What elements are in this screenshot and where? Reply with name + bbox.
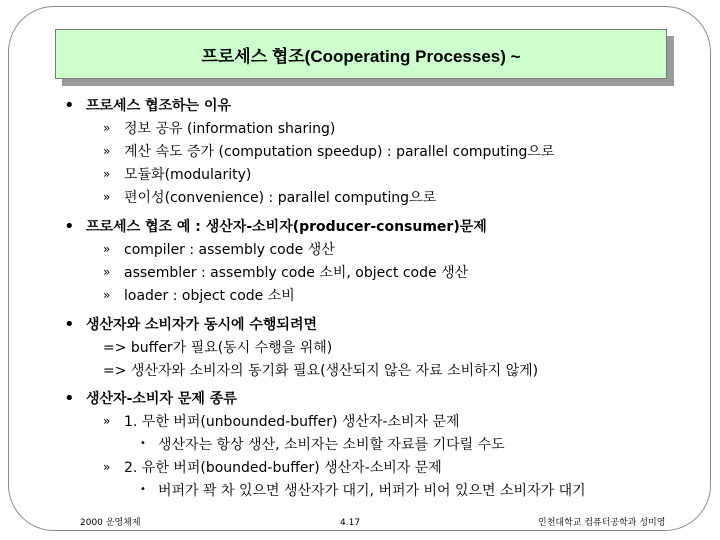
section-2-heading: 프로세스 협조 예 : 생산자-소비자(producer-consumer)문제 [86, 219, 487, 235]
sub-mark: » [103, 242, 111, 256]
bullet-4: • [64, 388, 75, 409]
section-3-heading: 생산자와 소비자가 동시에 수행되려면 [86, 317, 318, 333]
section-3-line-1: => buffer가 필요(동시 수행을 위해) [103, 340, 333, 356]
section-4-item-1: 1. 무한 버퍼(unbounded-buffer) 생산자-소비자 문제 [124, 414, 460, 430]
slide-title: 프로세스 협조(Cooperating Processes) ~ [55, 29, 667, 79]
section-2-item-1: compiler : assembly code 생산 [124, 242, 335, 258]
section-2-item-2: assembler : assembly code 소비, object code 생산 [124, 265, 469, 281]
section-1-item-1: 정보 공유 (information sharing) [124, 121, 336, 137]
section-1-item-3: 모듈화(modularity) [124, 167, 252, 183]
section-4-subitem-1: 생산자는 항상 생산, 소비자는 소비할 자료를 기다릴 수도 [158, 437, 505, 453]
subsub-mark: • [140, 438, 146, 449]
footer-author: 인천대학교 컴퓨터공학과 성미영 [538, 518, 666, 528]
section-4-heading: 생산자-소비자 문제 종류 [86, 391, 237, 407]
section-4-item-2: 2. 유한 버퍼(bounded-buffer) 생산자-소비자 문제 [124, 460, 442, 476]
section-1-item-2: 계산 속도 증가 (computation speedup) : parallel computing으로 [124, 144, 555, 160]
sub-mark: » [103, 288, 111, 302]
sub-mark: » [103, 460, 111, 474]
sub-mark: » [103, 190, 111, 204]
footer-page-number: 4.17 [340, 518, 361, 528]
section-1-item-4: 편이성(convenience) : parallel computing으로 [124, 190, 437, 206]
sub-mark: » [103, 414, 111, 428]
section-1-heading: 프로세스 협조하는 이유 [86, 98, 231, 114]
sub-mark: » [103, 167, 111, 181]
subsub-mark: • [140, 484, 146, 495]
sub-mark: » [103, 121, 111, 135]
sub-mark: » [103, 144, 111, 158]
section-2-item-3: loader : object code 소비 [124, 288, 295, 304]
sub-mark: » [103, 265, 111, 279]
section-3-line-2: => 생산자와 소비자의 동기화 필요(생산되지 않은 자료 소비하지 않게) [103, 363, 539, 379]
section-4-subitem-2: 버퍼가 꽉 차 있으면 생산자가 대기, 버퍼가 비어 있으면 소비자가 대기 [158, 483, 586, 499]
bullet-3: • [64, 314, 75, 335]
bullet-1: • [64, 95, 75, 116]
bullet-2: • [64, 216, 75, 237]
footer-course: 2000 운영체제 [80, 518, 141, 528]
